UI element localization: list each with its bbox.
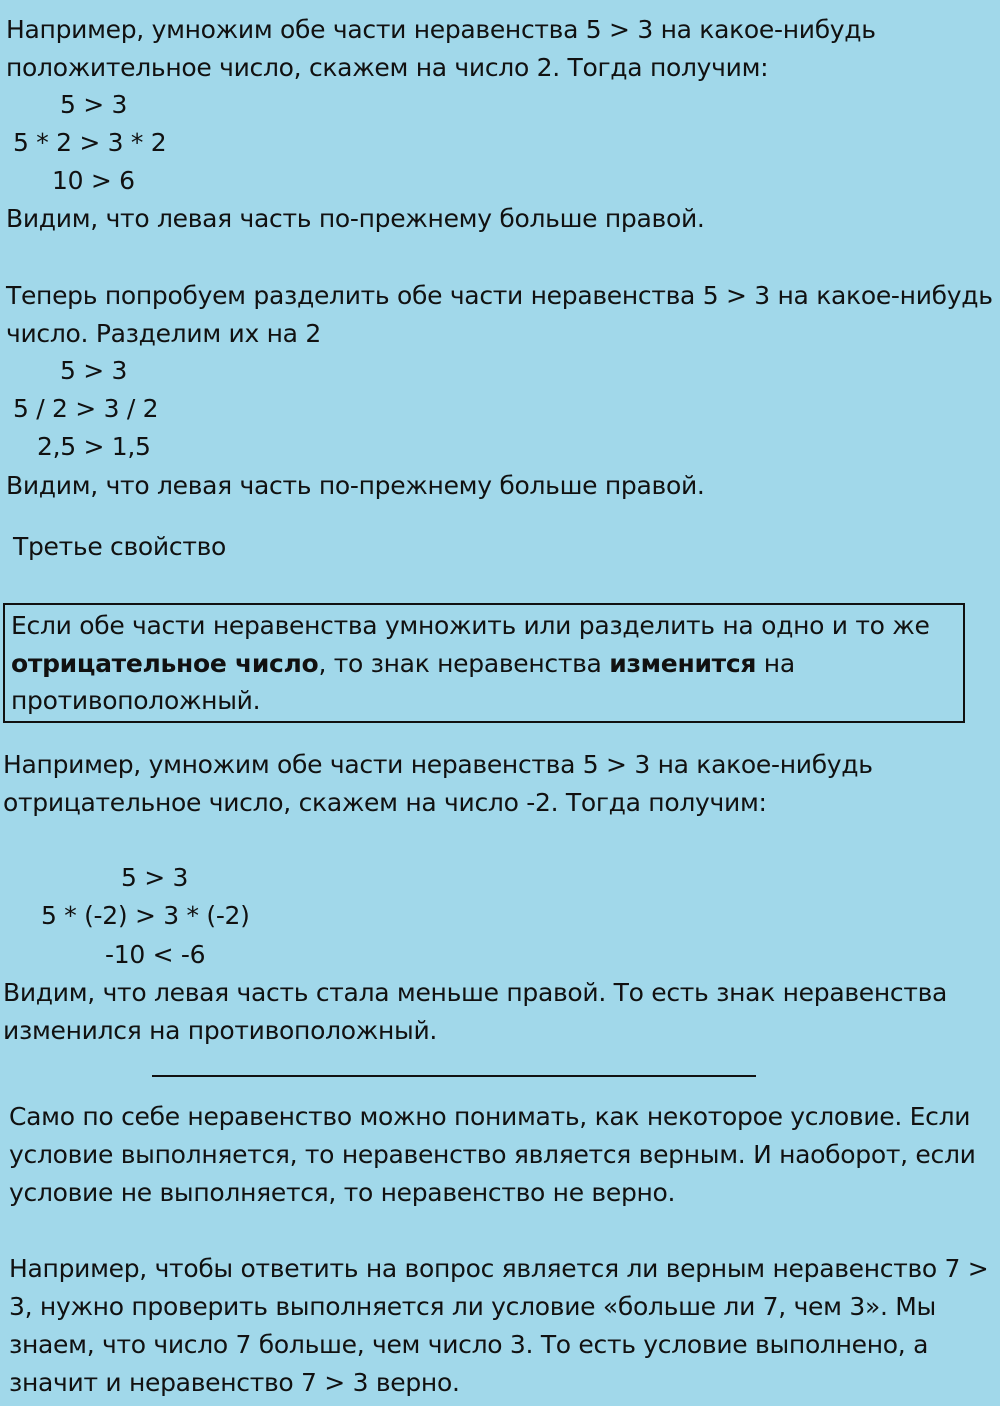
p1-example-2: 5 * 2 > 3 * 2 bbox=[13, 128, 167, 157]
rule-mid-text: , то знак неравенства bbox=[318, 649, 610, 678]
p2-example-3: 2,5 > 1,5 bbox=[37, 432, 151, 461]
p1-line2: положительное число, скажем на число 2. Тогда получим: bbox=[6, 53, 769, 82]
p4-line2: условие выполняется, то неравенство является верным. И наоборот, если bbox=[9, 1140, 976, 1169]
p3-example-2: 5 * (-2) > 3 * (-2) bbox=[41, 901, 250, 930]
p5-line2: 3, нужно проверить выполняется ли условие «больше ли 7, чем 3». Мы bbox=[9, 1292, 936, 1321]
rule-line2 bbox=[11, 649, 795, 679]
divider-line bbox=[152, 1075, 756, 1077]
p1-conclusion: Видим, что левая часть по-прежнему больше правой. bbox=[6, 204, 705, 233]
p3-example-1: 5 > 3 bbox=[121, 863, 189, 892]
p3-conclusion-2: изменился на противоположный. bbox=[3, 1016, 438, 1045]
p5-line3: знаем, что число 7 больше, чем число 3. То есть условие выполнено, а bbox=[9, 1330, 929, 1359]
p4-line1: Само по себе неравенство можно понимать, как некоторое условие. Если bbox=[9, 1102, 971, 1131]
rule-bold-negative-number: отрицательное число bbox=[11, 649, 319, 678]
p2-line2: число. Разделим их на 2 bbox=[6, 319, 321, 348]
p1-example-1: 5 > 3 bbox=[60, 90, 128, 119]
p5-line4: значит и неравенство 7 > 3 верно. bbox=[9, 1368, 460, 1397]
p1-line1: Например, умножим обе части неравенства 5 > 3 на какое-нибудь bbox=[6, 15, 876, 44]
p2-conclusion: Видим, что левая часть по-прежнему больше правой. bbox=[6, 471, 705, 500]
p5-line1: Например, чтобы ответить на вопрос является ли верным неравенство 7 > bbox=[9, 1254, 989, 1283]
rule-box bbox=[3, 603, 965, 723]
rule-end-text: на bbox=[756, 649, 795, 678]
p2-example-2: 5 / 2 > 3 / 2 bbox=[13, 394, 159, 423]
section-heading: Третье свойство bbox=[13, 532, 227, 561]
p3-line1: Например, умножим обе части неравенства 5 > 3 на какое-нибудь bbox=[3, 750, 873, 779]
p3-example-3: -10 < -6 bbox=[105, 940, 206, 969]
p2-example-1: 5 > 3 bbox=[60, 356, 128, 385]
p4-line3: условие не выполняется, то неравенство не верно. bbox=[9, 1178, 676, 1207]
p2-line1: Теперь попробуем разделить обе части неравенства 5 > 3 на какое-нибудь bbox=[6, 281, 993, 310]
rule-line3: противоположный. bbox=[11, 686, 261, 715]
p3-line2: отрицательное число, скажем на число -2. Тогда получим: bbox=[3, 788, 767, 817]
rule-bold-changes: изменится bbox=[609, 649, 757, 678]
p3-conclusion-1: Видим, что левая часть стала меньше правой. То есть знак неравенства bbox=[3, 978, 948, 1007]
rule-line1: Если обе части неравенства умножить или разделить на одно и то же bbox=[11, 611, 930, 640]
p1-example-3: 10 > 6 bbox=[52, 166, 135, 195]
